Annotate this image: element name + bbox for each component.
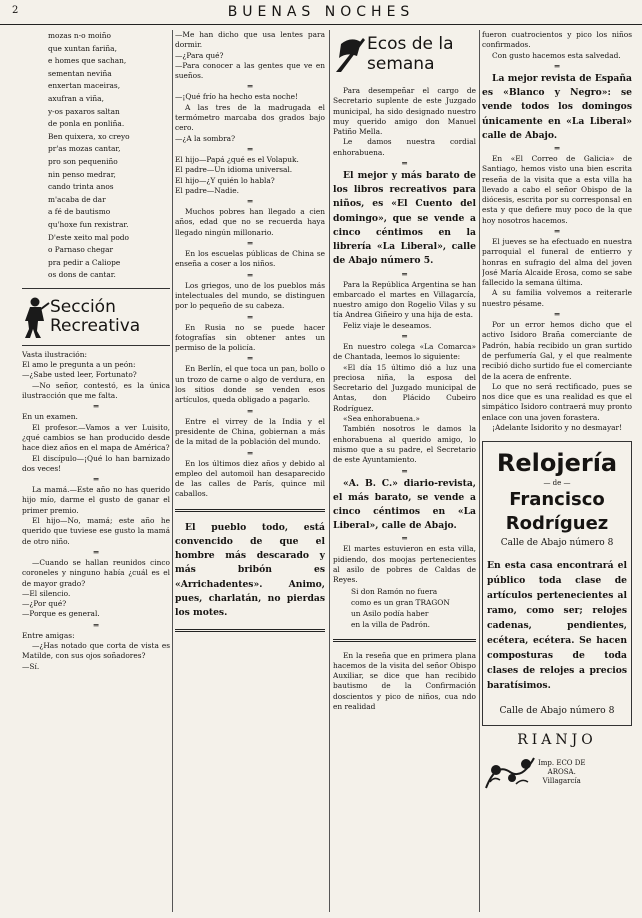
page-number: 2 xyxy=(12,5,19,16)
article-text: El hijo—Papá ¿qué es el Volapuk. xyxy=(175,154,299,164)
separator: ═ xyxy=(554,61,560,71)
separator: ═ xyxy=(247,448,253,458)
article-text: —¿Por qué? xyxy=(22,599,67,609)
article-text: Entre amigas: xyxy=(22,630,75,640)
separator: ═ xyxy=(247,312,253,322)
article-text: El padre—Nadie. xyxy=(175,185,239,195)
article-text: Muchos pobres han llegado a cien años, edad que no se recuerda haya llegado ningún millonario. xyxy=(175,207,325,237)
article-text: En nuestro colega «La Comarca» de Chantada, leemos lo siguiente: xyxy=(333,341,476,362)
relojeria-advertisement xyxy=(482,441,632,726)
article-text: El discípulo—¡Qué lo han barnizado dos veces! xyxy=(22,453,170,473)
advert-owner: Francisco Rodríguez xyxy=(505,489,609,535)
imprint-line: Imp. ECO DE xyxy=(538,758,586,767)
article-text: En «El Correo de Galicia» de Santiago, hemos visto una bien escrita reseña de la visita que a esta villa ha llevado a cabo el señor Obispo de la diócesis, escrita por su corresponsal en esta y que defiere muy poco de la que hoy nosotros hacemos. xyxy=(482,153,632,225)
section-title xyxy=(367,34,454,74)
article-text: —¿Para qué? xyxy=(175,50,224,60)
separator: ═ xyxy=(247,144,253,154)
separator: ═ xyxy=(247,406,253,416)
masthead xyxy=(0,2,642,25)
article-text: Con gusto hacemos esta salvedad. xyxy=(492,50,621,60)
masthead-title: BUENAS NOCHES xyxy=(227,4,415,20)
separator: ═ xyxy=(247,239,253,249)
column-1 xyxy=(22,30,170,912)
section-title-line: Recreativa xyxy=(50,315,141,336)
separator: ═ xyxy=(93,402,99,412)
jester-figure-icon xyxy=(22,295,50,339)
article-text: —Cuando se hallan reunidos cinco coroneles y ninguno había ¿cuál es el de mayor grado? xyxy=(22,557,170,588)
article-text: —¿A la sombra? xyxy=(175,133,236,143)
double-rule xyxy=(175,509,325,512)
separator: ═ xyxy=(402,269,407,279)
article-text: fueron cuatrocientos y pico los niños confirmados. xyxy=(482,30,632,50)
article-text: —El silencio. xyxy=(22,588,71,598)
separator: ═ xyxy=(554,226,560,236)
advert-de: — de — xyxy=(543,479,571,488)
article-text: El amo le pregunta a un peón: xyxy=(22,360,136,370)
article-text: El martes estuvieron en esta villa, pidiendo, dos moojas pertenecientes al asilo de pobres de Caldas de Reyes. xyxy=(333,544,476,585)
article-text: —Me han dicho que usa lentes para dormir. xyxy=(175,30,325,50)
poem-line: de ponla en ponliña. xyxy=(48,119,125,129)
article-text: —No señor, contestó, es la única ilustracción que me falta. xyxy=(22,380,170,401)
poem-line: cando trinta anos xyxy=(48,182,114,192)
article-text: «Sea enhorabuena.» xyxy=(343,414,420,424)
article-text: Vasta ilustración: xyxy=(22,349,87,359)
section-title xyxy=(50,298,140,336)
verse-line: un Asilo podía haber xyxy=(351,608,429,618)
article-text: Para desempeñar el cargo de Secretario suplente de este Juzgado municipal, ha sido designado nuestro muy querido amigo don Manuel Patiño Mella. xyxy=(333,86,476,137)
section-title-line: Sección xyxy=(50,296,116,317)
printer-imprint xyxy=(482,752,632,792)
column-3 xyxy=(333,30,476,912)
article-text: En la reseña que en primera plana hacemos de la visita del señor Obispo Auxiliar, se dice que han recibido bautismo de la Confirmación doscientos y pico de niños, cua ndo en realidad xyxy=(333,650,476,712)
article-text: ¡Adelante Isidorito y no desmayar! xyxy=(492,423,623,433)
section-header-ecos xyxy=(333,30,476,78)
separator: ═ xyxy=(402,331,407,341)
article-text: Por un error hemos dicho que el activo Isidoro Braña comerciante de Padrón, había recibido un gran surtido de perfumería Gal, y el que realmente recibió dicho surtido fue el comerciante de la acera de enfrente. xyxy=(482,320,632,381)
section-title-line: semana xyxy=(367,54,435,74)
column-2 xyxy=(175,30,325,912)
section-title-line: Ecos de la xyxy=(367,34,454,54)
bold-notice: El mejor y más barato de los libros recreativos para niños, es «El Cuento del domingo», que se vende a cinco céntimos en la librería «La Liberal», calle de Abajo número 5. xyxy=(333,170,476,267)
separator: ═ xyxy=(93,547,99,557)
article-text: En los últimos diez años y debido al empleo del automoil han desaparecido de las calles de París, quince mil caballos. xyxy=(175,458,325,499)
poem-line: pro son pequeniño xyxy=(48,156,118,166)
poem-line: sementan neviña xyxy=(48,68,112,78)
article-text: El hijo—No, mamá; este año he querido que tuviese ese gusto la mamá de otro niño. xyxy=(22,516,170,546)
poem-line: e homes que sachan, xyxy=(48,56,127,66)
poem-line: o Parnaso chegar xyxy=(48,245,114,255)
poem-line: enxertan maceiras, xyxy=(48,81,121,91)
footer-title: RIANJO xyxy=(517,732,597,749)
article-text: Entre el virrey de la India y el presidente de China, gobiernan a más de la mitad de la población del mundo. xyxy=(175,416,325,447)
article-text: Le damos nuestra cordial enhorabuena. xyxy=(333,137,476,157)
separator: ═ xyxy=(247,82,253,92)
article-text: El padre—Un idioma universal. xyxy=(175,165,293,175)
advert-title: Relojería xyxy=(496,449,618,478)
article-text: —¿Sabe usted leer, Fortunato? xyxy=(22,370,137,380)
separator: ═ xyxy=(554,143,560,153)
verse-line: como es un gran TRAGON xyxy=(351,597,450,607)
imprint-line: Villagarcía xyxy=(542,776,581,785)
advert-body: En esta casa encontrará el público toda clase de artículos pertenecientes al ramo, como ser; relojes cadenas, pendientes, ecétera, ecétera. Se hacen composturas de toda clases de relojes a precios baratísimos. xyxy=(487,560,627,692)
galician-poem xyxy=(22,30,170,282)
article-text: A las tres de la madrugada el termómetro marcaba dos grados bajo cero. xyxy=(175,102,325,133)
article-text: En un examen. xyxy=(22,412,78,422)
article-text: Los griegos, uno de los pueblos más intelectuales del mundo, se distinguen por lo pequeño de su cabeza. xyxy=(175,280,325,311)
imprint-line: AROSA. xyxy=(547,767,576,776)
poem-line: y-os paxaros saltan xyxy=(48,106,120,116)
closing-bold-note: El pueblo todo, está convencido de que el hombre más descarado y más bribón es «Arrichadentes». Animo, pues, charlatán, no pierdas los motes. xyxy=(175,521,325,618)
separator: ═ xyxy=(247,197,253,207)
poem-line: D'este xeito mal podo xyxy=(48,232,129,242)
article-text: En Berlín, el que toca un pan, bollo o un trozo de carne o algo de verdura, en los sitios donde se venden esos artículos, queda obligado a pagarlo. xyxy=(175,364,325,405)
article-text: A su familia volvemos a reiterarle nuestro pésame. xyxy=(482,288,632,308)
article-text: El hijo—¿Y quién lo habla? xyxy=(175,175,275,185)
article-text: El profesor.—Vamos a ver Luisito, ¿qué cambios se han producido desde hace diez años en el mapa de América? xyxy=(22,422,170,453)
poem-line: axufran a viña, xyxy=(48,93,104,103)
column-4 xyxy=(482,30,632,912)
separator: ═ xyxy=(247,270,253,280)
column-rule xyxy=(479,30,480,912)
poem-line: os dons de cantar. xyxy=(48,270,116,280)
separator: ═ xyxy=(247,354,253,364)
article-text: —Para conocer a las gentes que ve en sueños. xyxy=(175,60,325,81)
double-rule xyxy=(333,639,476,642)
poem-line: m'acaba de dar xyxy=(48,194,106,204)
separator: ═ xyxy=(402,159,407,169)
separator: ═ xyxy=(554,310,560,320)
article-text: «El día 15 último dió a luz una preciosa niña, la esposa del Secretario del Juzgado municipal de Antas, don Plácido Cubeiro Rodríguez. xyxy=(333,362,476,413)
poem-line: qu'hoxe fun rexistrar. xyxy=(48,219,129,229)
article-text: Feliz viaje le deseamos. xyxy=(343,320,432,330)
separator: ═ xyxy=(93,475,99,485)
article-text: —¡Qué frío ha hecho esta noche! xyxy=(175,92,299,102)
article-text: —Porque es general. xyxy=(22,609,100,619)
article-text: En los escuelas públicas de China se enseña a coser a los niños. xyxy=(175,249,325,269)
separator: ═ xyxy=(402,534,407,544)
verse-line: Si don Ramón no fuera xyxy=(351,586,438,596)
floral-ornament-icon xyxy=(482,752,538,792)
section-header-recreativa xyxy=(22,288,170,346)
article-text: En Rusia no se puede hacer fotografías sin obtener antes un permiso de la policía. xyxy=(175,322,325,353)
article-text: —Sí. xyxy=(22,661,40,671)
poem-line: pr'as mozas cantar, xyxy=(48,144,121,154)
double-rule xyxy=(175,629,325,632)
article-text: También nosotros le damos la enhorabuena al querido amigo, lo mismo que a su padre, el Secretario de este Ayuntamiento. xyxy=(333,424,476,465)
poem-line: mozas n-o moiño xyxy=(48,31,111,40)
article-text: La mamá.—Este año no has querido hijo mío, darme el gusto de ganar el primer premio. xyxy=(22,485,170,515)
article-text: —¿Has notado que corta de vista es Matilde, con sus ojos soñadores? xyxy=(22,641,170,661)
article-text: Lo que no será rectificado, pues se nos dice que es una realidad es que el simpático Isidoro contraerá muy pronto enlace con una joven forastera. xyxy=(482,381,632,422)
column-rule xyxy=(172,30,173,912)
advert-address-repeat: Calle de Abajo número 8 xyxy=(499,705,615,717)
poem-line: que xuntan fariña, xyxy=(48,43,117,53)
poem-line: pra pedir a Caliope xyxy=(48,257,121,267)
separator: ═ xyxy=(93,620,99,630)
verse-line: en la villa de Padrón. xyxy=(351,619,430,629)
advert-address: Calle de Abajo número 8 xyxy=(500,538,614,549)
column-rule xyxy=(329,30,330,912)
quill-flag-icon xyxy=(333,34,367,74)
bold-notice: «A. B. C.» diario-revista, el más barato, se vende a cinco céntimos en «La Liberal», calle de Abajo. xyxy=(333,477,476,532)
separator: ═ xyxy=(402,466,407,476)
article-text: El jueves se ha efectuado en nuestra parroquial el funeral de entierro y honras en sufragio del alma del joven José María Alcaide Erosa, como se sabe fallecido la semana última. xyxy=(482,236,632,288)
verse xyxy=(333,586,476,630)
poem-line: nin penso medrar, xyxy=(48,169,116,179)
poem-line: Ben quixera, xo creyo xyxy=(48,131,130,141)
article-text: Para la República Argentina se han embarcado el martes en Villagarcía, nuestro amigo don Rogelio Vilas y su tía Andrea Giñeiro y una hija de esta. xyxy=(333,279,476,320)
poem-line: a fé de bautismo xyxy=(48,207,111,217)
bold-notice: La mejor revista de España es «Blanco y Negro»: se vende todos los domingos únicamente en «La Liberal» calle de Abajo. xyxy=(482,72,632,141)
